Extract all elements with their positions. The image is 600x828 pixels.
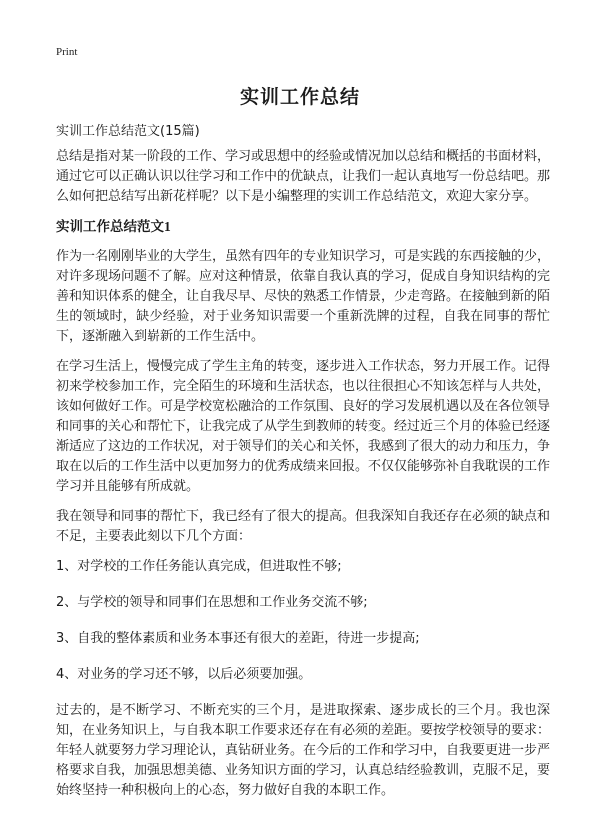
list-item: 2、与学校的领导和同事们在思想和工作业务交流不够;: [56, 595, 368, 610]
list-item: 4、对业务的学习还不够，以后必须要加强。: [56, 667, 312, 682]
section-heading: 实训工作总结范文1: [56, 219, 171, 234]
document-subtitle: 实训工作总结范文(15篇): [56, 124, 200, 139]
list-item: 1、对学校的工作任务能认真完成，但进取性不够;: [56, 559, 342, 574]
page-title: 实训工作总结: [239, 86, 360, 108]
closing-paragraph: 过去的，是不断学习、不断充实的三个月，是进取探索、逐步成长的三个月。我也深知，在业务知识上，与自我本职工作要求还存在有必须的差距。要按学校领导的要求：年轻人就要努力学习理论认，真钻研业务。在今后的工作和学习中，自我要更进一步严格要求自我，加强思想美德、业务知识方面的学习，认真总结经验教训，克服不足，要始终坚持一种积极向上的心态，努力做好自我的本职工作。: [56, 703, 551, 798]
intro-paragraph: 总结是指对某一阶段的工作、学习或思想中的经验或情况加以总结和概括的书面材料，通过它可以正确认识以往学习和工作中的优缺点，让我们一起认真地写一份总结吧。那么如何把总结写出新花样呢？以下是小编整理的实训工作总结范文，欢迎大家分享。: [56, 149, 551, 204]
list-item: 3、自我的整体素质和业务本事还有很大的差距，待进一步提高;: [56, 631, 420, 646]
body-paragraph: 在学习生活上，慢慢完成了学生主角的转变，逐步进入工作状态，努力开展工作。记得初来学校参加工作，完全陌生的环境和生活状态，也以往很担心不知该怎样与人共处，该如何做好工作。可是学校宽松融洽的工作氛围、良好的学习发展机遇以及在各位领导和同事的关心和帮忙下，让我完成了从学生到教师的转变。经过近三个月的体验已经逐渐适应了这边的工作状况，对于领导们的关心和关怀，我感到了很大的动力和压力，争取在以后的工作生活中以更加努力的优秀成绩来回报。不仅仅能够弥补自我耽误的工作学习并且能够有所成就。: [56, 359, 551, 494]
body-paragraph: 我在领导和同事的帮忙下，我已经有了很大的提高。但我深知自我还存在必须的缺点和不足，主要表此刻以下几个方面：: [56, 509, 551, 544]
print-link[interactable]: Print: [56, 46, 78, 58]
body-paragraph: 作为一名刚刚毕业的大学生，虽然有四年的专业知识学习，可是实践的东西接触的少，对许多现场问题不了解。应对这种情景，依靠自我认真的学习，促成自身知识结构的完善和知识体系的健全，让自我尽早、尽快的熟悉工作情景，少走弯路。在接触到新的陌生的领域时，缺少经验，对于业务知识需要一个重新洗牌的过程，自我在同事的帮忙下，逐渐融入到崭新的工作生活中。: [56, 249, 551, 344]
article-body: [56, 147, 550, 811]
